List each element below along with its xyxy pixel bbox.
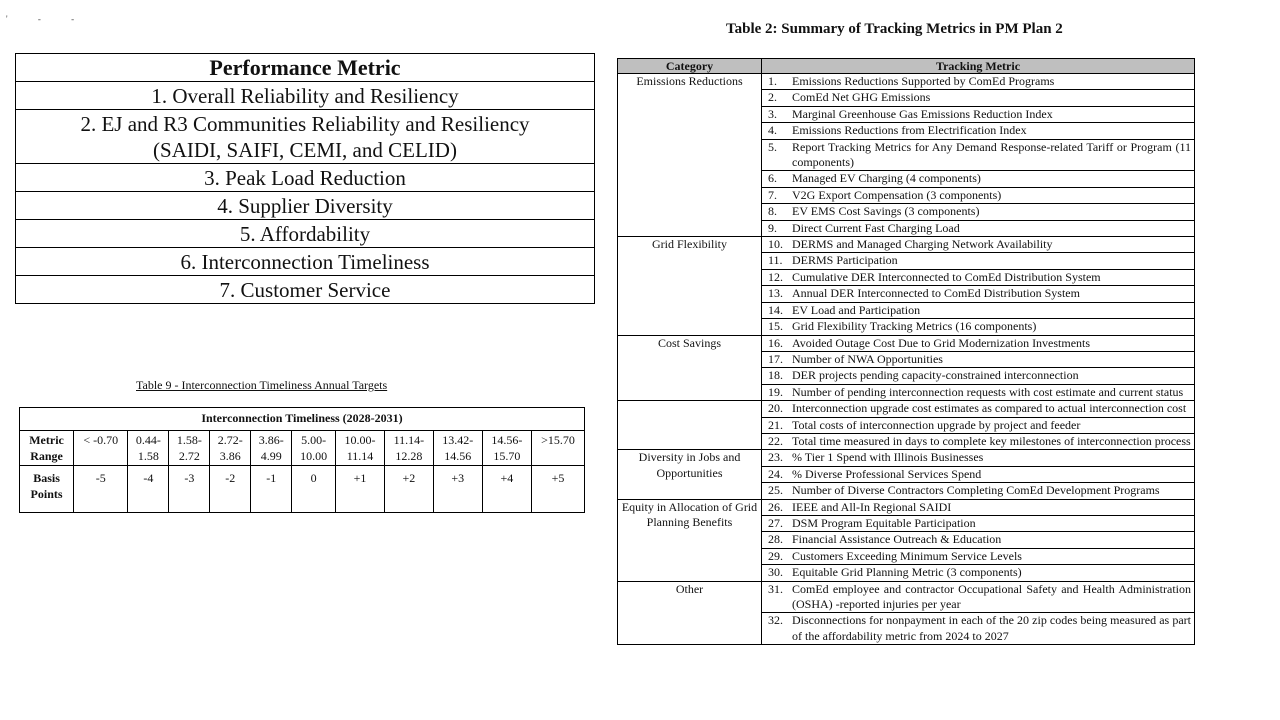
t9-basis-cell: +5: [531, 466, 584, 513]
perf-metric-cell: [16, 192, 595, 220]
t2-metric-number: 6.: [768, 171, 777, 186]
t9-label-line: Points: [30, 487, 63, 501]
perf-metric-line: 5. Affordability: [239, 222, 371, 246]
t2-metric-number: 4.: [768, 123, 777, 138]
perf-row: [16, 164, 595, 192]
t2-metric-cell: [762, 532, 1195, 548]
t2-metric-cell: [762, 74, 1195, 90]
t9-basis-cell: +3: [433, 466, 482, 513]
perf-row: [16, 248, 595, 276]
t2-metric-text: Total time measured in days to complete key milestones of interconnection process: [792, 433, 1191, 448]
t9-range-cell: [128, 431, 169, 466]
t9-basis-label: [20, 466, 74, 513]
tracking-metrics-table: [617, 58, 1195, 645]
t2-metric-text: Customers Exceeding Minimum Service Levels: [792, 548, 1022, 563]
t2-metric-text: Total costs of interconnection upgrade by project and feeder: [792, 417, 1081, 432]
perf-row: [16, 276, 595, 304]
t2-metric-cell: [762, 548, 1195, 564]
t2-metric-number: 31.: [768, 581, 783, 596]
t2-metric-cell: [762, 515, 1195, 531]
performance-metric-table: [15, 53, 595, 304]
t2-category-cell: Equity in Allocation of Grid Planning Benefits: [618, 499, 762, 581]
t2-metric-text: DERMS Participation: [792, 253, 898, 268]
t2-metric-number: 26.: [768, 499, 783, 514]
t2-metric-text: Emissions Reductions from Electrification Index: [792, 123, 1027, 138]
t2-metric-cell: [762, 613, 1195, 645]
t2-metric-number: 13.: [768, 286, 783, 301]
t2-metric-cell: [762, 253, 1195, 269]
t9-range-cell: [531, 431, 584, 466]
t2-metric-number: 30.: [768, 565, 783, 580]
t9-basis-cell: +2: [385, 466, 434, 513]
t9-range-line: 2.72: [178, 449, 200, 463]
t2-metric-text: Number of Diverse Contractors Completing ComEd Development Programs: [792, 483, 1160, 498]
t2-metric-cell: [762, 269, 1195, 285]
t2-metric-text: Annual DER Interconnected to ComEd Distribution System: [792, 286, 1080, 301]
t9-range-line: 4.99: [260, 449, 282, 463]
t9-basis-cell: +1: [335, 466, 384, 513]
t2-metric-number: 20.: [768, 401, 783, 416]
t9-label-line: Metric: [29, 433, 64, 447]
t9-range-cell: [335, 431, 384, 466]
t9-range-cell: [169, 431, 210, 466]
t2-metric-text: ComEd Net GHG Emissions: [792, 90, 931, 105]
t2-metric-cell: [762, 106, 1195, 122]
t9-range-line: 11.14: [346, 449, 374, 463]
t2-metric-text: Direct Current Fast Charging Load: [792, 220, 960, 235]
t9-basis-cell: -4: [128, 466, 169, 513]
t2-category-cell: Emissions Reductions: [618, 74, 762, 237]
t2-metric-text: Emissions Reductions Supported by ComEd Programs: [792, 74, 1055, 88]
scan-marks: ' - -: [6, 14, 89, 24]
t9-range-line: 5.00-: [301, 433, 327, 447]
t9-range-cell: [251, 431, 292, 466]
t2-metric-text: DER projects pending capacity-constrained interconnection: [792, 368, 1079, 383]
t2-metric-cell: [762, 450, 1195, 466]
t2-metric-text: Report Tracking Metrics for Any Demand Response-related Tariff or Program (11 components): [792, 139, 1191, 170]
t9-range-line: 10.00: [300, 449, 328, 463]
t9-range-line: < -0.70: [83, 433, 119, 447]
t2-metric-cell: [762, 433, 1195, 449]
t2-metric-number: 21.: [768, 417, 783, 432]
t2-metric-text: Interconnection upgrade cost estimates as compared to actual interconnection cost: [792, 401, 1187, 416]
t2-metric-number: 19.: [768, 384, 783, 399]
t9-range-line: 14.56: [444, 449, 472, 463]
t2-metric-number: 32.: [768, 613, 783, 628]
t9-range-line: 11.14-: [393, 433, 425, 447]
t9-range-row: [20, 431, 585, 466]
t2-metric-number: 28.: [768, 532, 783, 547]
t2-metric-cell: [762, 351, 1195, 367]
t2-metric-number: 14.: [768, 302, 783, 317]
t2-metric-number: 10.: [768, 237, 783, 252]
perf-metric-line: 1. Overall Reliability and Resiliency: [151, 84, 459, 108]
t2-category-cell: Grid Flexibility: [618, 237, 762, 335]
t2-metric-text: Number of pending interconnection requests with cost estimate and current status: [792, 384, 1184, 399]
t9-range-line: 1.58-: [176, 433, 202, 447]
t2-metric-cell: [762, 368, 1195, 384]
t2-metric-cell: [762, 335, 1195, 351]
t2-metric-number: 16.: [768, 335, 783, 350]
perf-metric-line: 6. Interconnection Timeliness: [180, 250, 430, 274]
t9-range-cell: [210, 431, 251, 466]
t2-metric-cell: [762, 286, 1195, 302]
t2-metric-text: Marginal Greenhouse Gas Emissions Reduction Index: [792, 106, 1053, 121]
t9-basis-cell: -5: [74, 466, 128, 513]
t2-metric-number: 15.: [768, 319, 783, 334]
t2-metric-text: % Tier 1 Spend with Illinois Businesses: [792, 450, 984, 465]
t2-metric-text: Number of NWA Opportunities: [792, 351, 943, 366]
t9-basis-cell: +4: [482, 466, 531, 513]
t9-range-line: 0.44-: [135, 433, 161, 447]
t2-metric-text: Grid Flexibility Tracking Metrics (16 components): [792, 319, 1037, 334]
t2-metric-cell: [762, 384, 1195, 400]
t2-metric-row: [618, 581, 1195, 613]
perf-metric-cell: [16, 164, 595, 192]
perf-row: [16, 82, 595, 110]
t2-metric-number: 5.: [768, 139, 777, 154]
t2-metric-number: 12.: [768, 269, 783, 284]
table9-title: Table 9 - Interconnection Timeliness Annual Targets: [136, 378, 388, 392]
t9-basis-cell: 0: [292, 466, 336, 513]
t2-metric-cell: [762, 319, 1195, 335]
t2-metric-text: Disconnections for nonpayment in each of the 20 zip codes being measured as part of the affordability metric from 2024 to 2027: [792, 613, 1191, 643]
t2-metric-number: 17.: [768, 351, 783, 366]
t2-category-cell: Cost Savings: [618, 335, 762, 401]
t9-caption-row: [20, 408, 585, 431]
t2-header-category: Category: [618, 59, 762, 74]
interconnection-targets-table: [19, 407, 585, 513]
t2-metric-number: 7.: [768, 187, 777, 202]
table2-title: Table 2: Summary of Tracking Metrics in PM Plan 2: [726, 21, 1063, 37]
t2-metric-text: % Diverse Professional Services Spend: [792, 466, 982, 481]
t2-metric-number: 3.: [768, 106, 777, 121]
t2-metric-row: [618, 401, 1195, 417]
t2-metric-cell: [762, 204, 1195, 220]
t9-range-line: 10.00-: [344, 433, 376, 447]
t9-basis-cell: -3: [169, 466, 210, 513]
t2-metric-number: 23.: [768, 450, 783, 465]
t9-range-cell: [385, 431, 434, 466]
t2-metric-cell: [762, 483, 1195, 499]
t2-metric-number: 22.: [768, 433, 783, 448]
t2-metric-text: EV EMS Cost Savings (3 components): [792, 204, 980, 219]
t2-header-metric: Tracking Metric: [762, 59, 1195, 74]
t2-metric-text: V2G Export Compensation (3 components): [792, 187, 1002, 202]
t9-range-line: 1.58: [137, 449, 159, 463]
perf-header-cell: Performance Metric: [16, 54, 595, 82]
t2-metric-number: 2.: [768, 90, 777, 105]
t9-range-label: [20, 431, 74, 466]
t2-metric-text: IEEE and All-In Regional SAIDI: [792, 499, 952, 514]
t9-range-line: 14.56-: [491, 433, 523, 447]
t2-metric-cell: [762, 171, 1195, 187]
perf-metric-cell: [16, 276, 595, 304]
t9-range-cell: [74, 431, 128, 466]
t2-metric-cell: [762, 139, 1195, 171]
t2-metric-cell: [762, 581, 1195, 613]
t9-range-line: 13.42-: [442, 433, 474, 447]
t2-metric-number: 11.: [768, 253, 783, 268]
t2-metric-text: DSM Program Equitable Participation: [792, 515, 976, 530]
t2-metric-text: ComEd employee and contractor Occupational Safety and Health Administration (OSHA) -reported injuries per year: [792, 581, 1191, 611]
t2-metric-cell: [762, 499, 1195, 515]
t2-metric-number: 27.: [768, 515, 783, 530]
perf-metric-cell: [16, 248, 595, 276]
t2-metric-text: Equitable Grid Planning Metric (3 components): [792, 565, 1022, 580]
t2-metric-text: DERMS and Managed Charging Network Availability: [792, 237, 1053, 252]
t9-caption: Interconnection Timeliness (2028-2031): [20, 408, 585, 431]
t9-range-cell: [433, 431, 482, 466]
t2-metric-number: 1.: [768, 74, 777, 88]
t2-metric-number: 29.: [768, 548, 783, 563]
perf-metric-line: 3. Peak Load Reduction: [204, 166, 406, 190]
t2-metric-number: 24.: [768, 466, 783, 481]
t2-metric-row: [618, 499, 1195, 515]
t2-metric-cell: [762, 220, 1195, 236]
t2-metric-cell: [762, 417, 1195, 433]
t9-range-line: 3.86: [219, 449, 241, 463]
t2-metric-cell: [762, 565, 1195, 581]
t2-metric-cell: [762, 466, 1195, 482]
t2-category-cell: [618, 401, 762, 450]
perf-metric-cell: [16, 82, 595, 110]
t2-header-row: [618, 59, 1195, 74]
t2-metric-text: Financial Assistance Outreach & Education: [792, 532, 1002, 547]
t2-metric-text: Cumulative DER Interconnected to ComEd Distribution System: [792, 269, 1101, 284]
t2-metric-cell: [762, 90, 1195, 106]
t2-category-cell: Diversity in Jobs and Opportunities: [618, 450, 762, 499]
t2-metric-row: [618, 237, 1195, 253]
perf-metric-cell: [16, 220, 595, 248]
perf-metric-line: 2. EJ and R3 Communities Reliability and Resiliency: [80, 112, 530, 136]
t2-category-cell: Other: [618, 581, 762, 645]
t2-metric-text: EV Load and Participation: [792, 302, 921, 317]
t9-range-line: 2.72-: [217, 433, 243, 447]
perf-header-row: [16, 54, 595, 82]
t9-range-cell: [292, 431, 336, 466]
t2-metric-row: [618, 335, 1195, 351]
t9-label-line: Basis: [33, 471, 60, 485]
t9-basis-cell: -2: [210, 466, 251, 513]
t9-basis-cell: -1: [251, 466, 292, 513]
t2-metric-text: Managed EV Charging (4 components): [792, 171, 981, 186]
perf-metric-line: 7. Customer Service: [219, 278, 391, 302]
t2-metric-cell: [762, 187, 1195, 203]
t2-metric-cell: [762, 123, 1195, 139]
t2-metric-number: 25.: [768, 483, 783, 498]
t9-range-line: >15.70: [541, 433, 575, 447]
t2-metric-row: [618, 450, 1195, 466]
t2-metric-cell: [762, 302, 1195, 318]
t9-label-line: Range: [30, 449, 63, 463]
t9-range-line: 3.86-: [258, 433, 284, 447]
perf-row: [16, 220, 595, 248]
t9-range-line: 15.70: [493, 449, 521, 463]
perf-row: [16, 192, 595, 220]
t2-metric-number: 9.: [768, 220, 777, 235]
t9-range-line: 12.28: [395, 449, 423, 463]
t9-range-cell: [482, 431, 531, 466]
t2-metric-number: 18.: [768, 368, 783, 383]
t2-metric-number: 8.: [768, 204, 777, 219]
t2-metric-cell: [762, 237, 1195, 253]
t2-metric-cell: [762, 401, 1195, 417]
perf-metric-line: 4. Supplier Diversity: [217, 194, 393, 218]
perf-metric-cell: [16, 110, 595, 164]
t2-metric-text: Avoided Outage Cost Due to Grid Modernization Investments: [792, 335, 1091, 350]
t9-basis-row: [20, 466, 585, 513]
t2-metric-row: [618, 74, 1195, 90]
perf-row: [16, 110, 595, 164]
perf-metric-line: (SAIDI, SAIFI, CEMI, and CELID): [153, 138, 457, 162]
